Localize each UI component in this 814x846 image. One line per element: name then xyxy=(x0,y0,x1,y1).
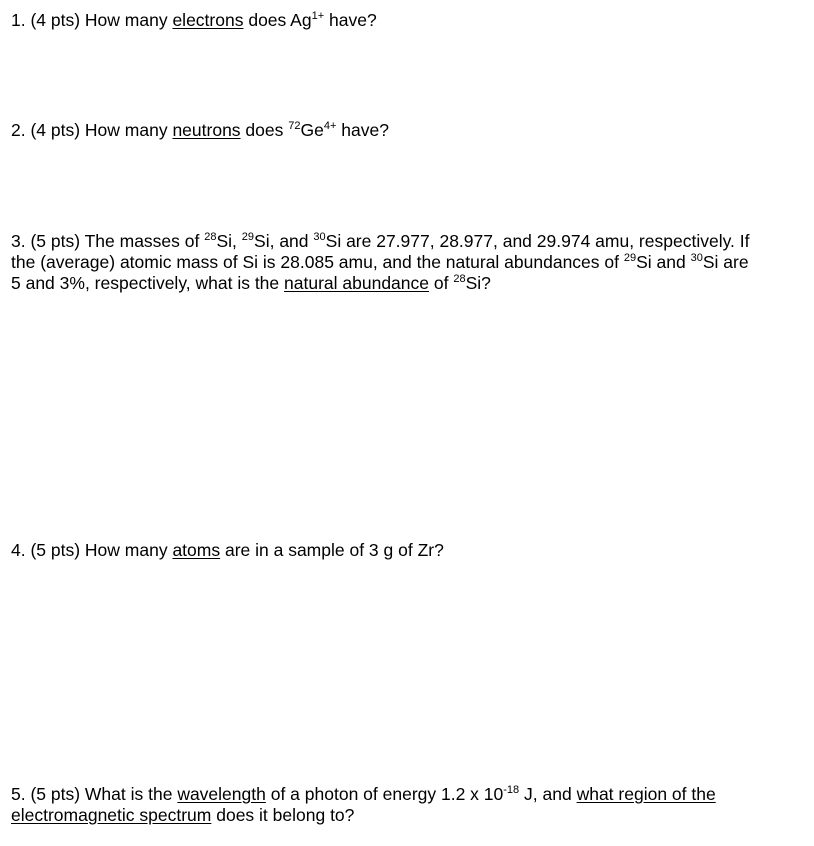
q1-underlined-term: electrons xyxy=(172,10,244,30)
q3-text: 3. (5 pts) The masses of xyxy=(11,231,205,251)
q3-superscript: 30 xyxy=(690,252,703,264)
q5-exponent-superscript: -18 xyxy=(503,784,520,796)
q2-element: Ge xyxy=(300,120,324,140)
q5-underlined-term-1: wavelength xyxy=(177,784,266,804)
q5-text-end: does it belong to? xyxy=(211,805,355,825)
q4-underlined-term: atoms xyxy=(172,540,221,560)
q1-text-middle: does Ag xyxy=(243,10,312,30)
q2-text-middle: does xyxy=(240,120,289,140)
q2-text-end: have? xyxy=(336,120,389,140)
q3-text: Si and xyxy=(636,252,691,272)
q3-text: Si are 27.977, 28.977, and 29.974 amu, respectively. If the (average) atomic mass of Si is 28.085 amu, and the natural abundances of xyxy=(11,231,750,272)
q1-text-end: have? xyxy=(324,10,377,30)
question-4 xyxy=(11,540,771,561)
q2-charge-superscript: 4+ xyxy=(323,120,337,132)
q3-text: of xyxy=(429,273,454,293)
q3-underlined-term: natural abundance xyxy=(284,273,429,293)
q2-text: 2. (4 pts) How many xyxy=(11,120,173,140)
q5-text-middle-2: J, and xyxy=(519,784,577,804)
question-3 xyxy=(11,231,756,294)
q3-text: Si, and xyxy=(254,231,314,251)
q2-underlined-term: neutrons xyxy=(172,120,241,140)
q5-text-middle: of a photon of energy 1.2 x 10 xyxy=(265,784,504,804)
q5-text: 5. (5 pts) What is the xyxy=(11,784,178,804)
q3-superscript: 29 xyxy=(623,252,637,264)
question-5 xyxy=(11,784,771,826)
q4-text: 4. (5 pts) How many xyxy=(11,540,173,560)
q3-text-end: Si? xyxy=(465,273,491,293)
q4-text-end: are in a sample of 3 g of Zr? xyxy=(220,540,444,560)
q3-text: Si are 5 and 3%, respectively, what is the xyxy=(11,252,749,293)
question-2 xyxy=(11,120,771,141)
q1-text: 1. (4 pts) How many xyxy=(11,10,173,30)
q3-superscript: 29 xyxy=(241,231,255,243)
q5-underlined-term-2: what region of the electromagnetic spectrum xyxy=(11,784,716,825)
q1-charge-superscript: 1+ xyxy=(311,10,325,22)
question-1 xyxy=(11,10,771,31)
q2-mass-superscript: 72 xyxy=(288,120,301,132)
q3-text: Si, xyxy=(216,231,242,251)
q3-superscript: 30 xyxy=(313,231,326,243)
q3-superscript: 28 xyxy=(453,273,466,285)
q3-superscript: 28 xyxy=(204,231,217,243)
